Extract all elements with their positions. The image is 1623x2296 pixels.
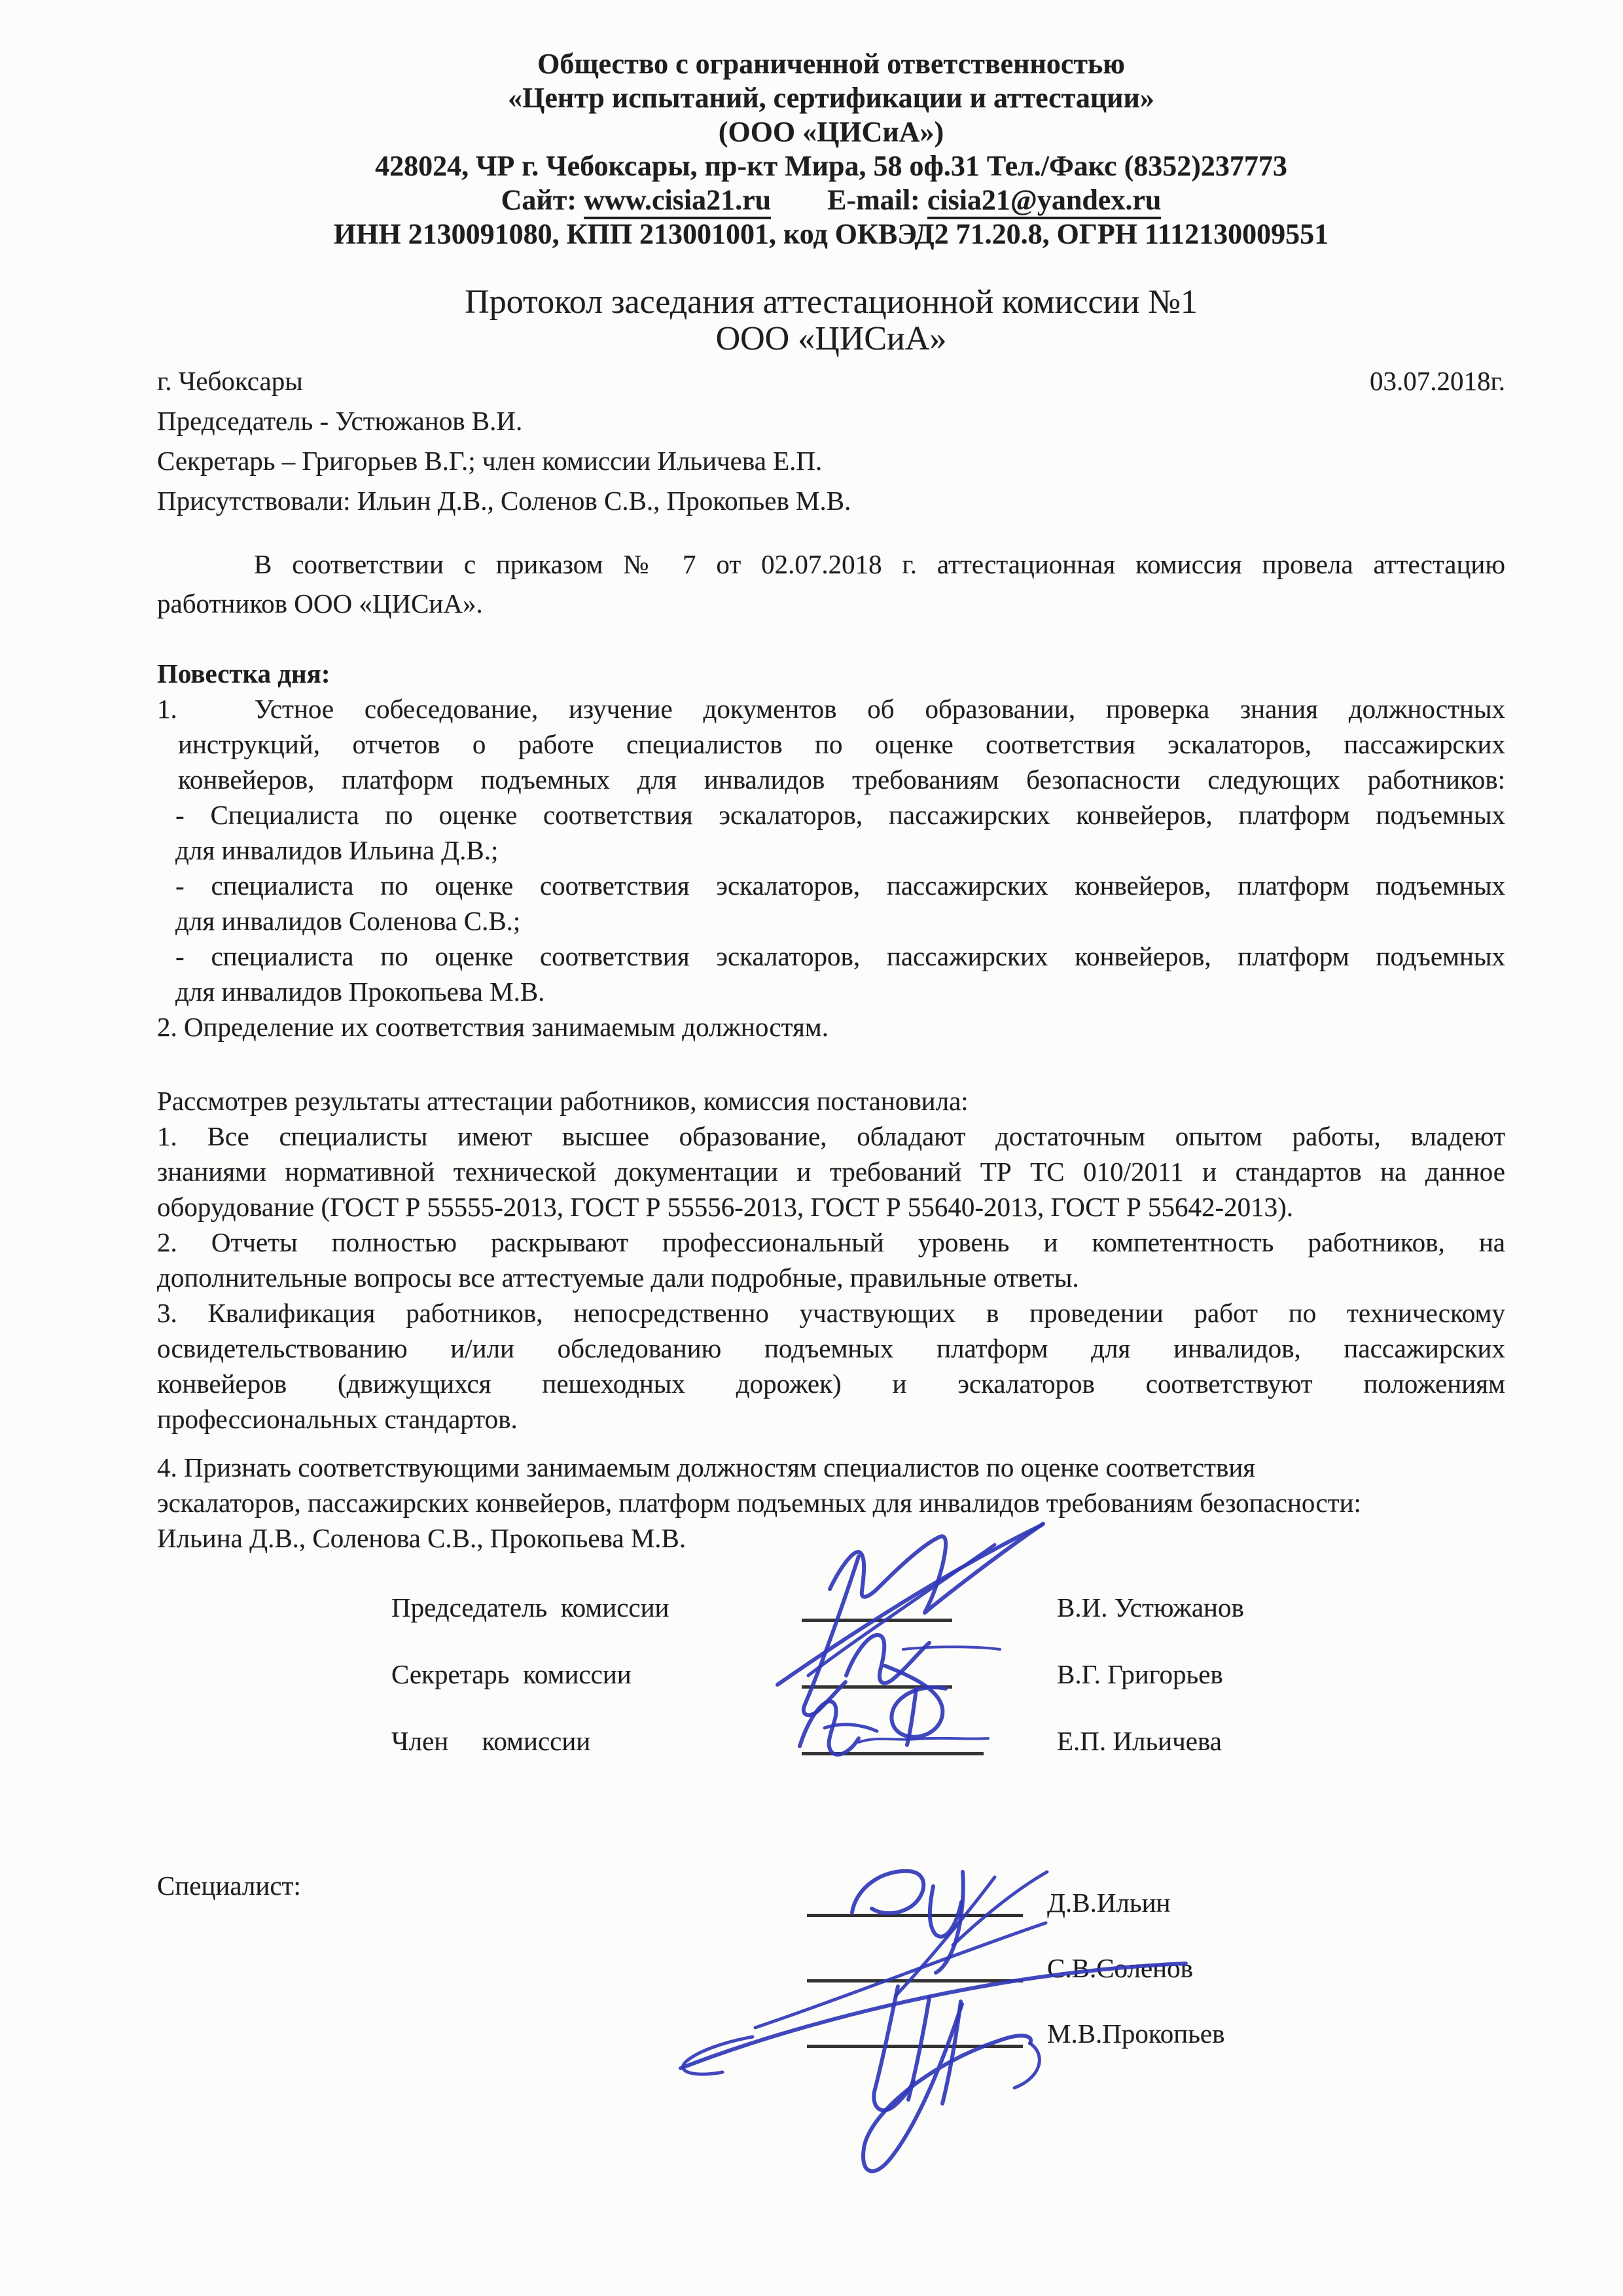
city-date-row [157,361,1505,401]
signature-line-chairman [802,1619,952,1622]
chairman-line: Председатель - Устюжанов В.И. [157,406,523,436]
specialist-line-prokopiev [807,2045,1023,2048]
specialist-row-ilyin [157,1869,1505,1934]
document-title-line1: Протокол заседания аттестационной комиссии №1 [465,283,1198,321]
specialist-line-ilyin [807,1914,1023,1917]
resolution-intro: Рассмотрев результаты аттестации работников, комиссия постановила: [157,1086,969,1116]
specialist-row-prokopiev [157,2000,1505,2065]
signature-row-secretary [157,1639,1505,1706]
letterhead-address-phone: 428024, ЧР г. Чебоксары, пр-кт Мира, 58 оф.31 Тел./Факс (8352)237773 [375,150,1287,182]
signature-line-member [802,1752,984,1755]
agenda-subitem-solenov-line-1: - специалиста по оценке соответствия эскалаторов, пассажирских конвейеров, платформ подъемных [175,870,1505,901]
date: 03.07.2018г. [1370,366,1505,396]
resolution-item-1 [157,1119,1505,1225]
letterhead-company-type: Общество с ограниченной ответственностью [537,48,1125,80]
email-address: cisia21@yandex.ru [927,184,1162,219]
specialist-label: Специалист: [157,1871,301,1901]
specialist-row-solenov [157,1934,1505,2000]
agenda-item-1 [157,691,1505,797]
agenda-subitem-prokopiev-line-2: для инвалидов Прокопьева М.В. [175,977,545,1007]
intro-paragraph [157,545,1505,623]
agenda-item-2: 2. Определение их соответствия занимаемым должностям. [157,1012,829,1042]
agenda-item-1-line-2: инструкций, отчетов о работе специалистов по оценке соответствия эскалаторов, пассажирских [178,729,1505,759]
resolution-item-4 [157,1450,1505,1556]
signature-role-chairman: Председатель комиссии [391,1592,669,1623]
site-url: www.cisia21.ru [584,184,771,219]
city: г. Чебоксары [157,366,303,396]
specialist-name-ilyin: Д.В.Ильин [1047,1888,1171,1918]
commission-signature-block [157,1572,1505,1772]
agenda-item-1-line-3: конвейеров, платформ подъемных для инвалидов требованиям безопасности следующих работников: [178,764,1505,795]
resolution-item-3-line-1: 3. Квалификация работников, непосредственно участвующих в проведении работ по техническому [157,1298,1505,1328]
letterhead-company-name: «Центр испытаний, сертификации и аттестации» [508,82,1154,114]
resolution-item-1-line-2: знаниями нормативной технической документации и требований ТР ТС 010/2011 и стандартов на данное [157,1157,1505,1187]
agenda-subitem-ilyin-line-1: - Специалиста по оценке соответствия эскалаторов, пассажирских конвейеров, платформ подъемных [175,800,1505,830]
agenda-item-1-text: Устное собеседование, изучение документов об образовании, проверка знания должностных [254,694,1505,724]
signature-name-grigoriev: В.Г. Григорьев [1057,1659,1223,1689]
signature-name-ustyuzhanov: В.И. Устюжанов [1057,1592,1244,1623]
secretary-line: Секретарь – Григорьев В.Г.; член комиссии Ильичева Е.П. [157,446,823,476]
letterhead [157,47,1505,251]
agenda-subitem-solenov-line-2: для инвалидов Соленова С.В.; [175,906,521,936]
intro-line-1: В соответствии с приказом № 7 от 02.07.2018 г. аттестационная комиссия провела аттестацию [254,549,1505,579]
resolution-item-4-line-3: Ильина Д.В., Соленова С.В., Прокопьева М.В. [157,1523,687,1553]
email-label: E-mail: [827,184,920,216]
specialist-name-solenov: С.В.Соленов [1047,1953,1193,1983]
specialist-line-solenov [807,1979,1023,1982]
site-label: Сайт: [501,184,577,216]
agenda-subitem-ilyin [157,797,1505,868]
signature-role-secretary: Секретарь комиссии [391,1659,632,1689]
agenda-subitem-solenov [157,868,1505,939]
letterhead-company-short-name: (ООО «ЦИСиА») [718,116,944,148]
agenda-item-1-line-1 [157,691,1505,726]
resolution-item-1-line-3: оборудование (ГОСТ Р 55555-2013, ГОСТ Р 55556-2013, ГОСТ Р 55640-2013, ГОСТ Р 55642-2013). [157,1192,1294,1222]
resolution-item-4-line-1: 4. Признать соответствующими занимаемым должностям специалистов по оценке соответствия [157,1452,1256,1482]
resolution-item-2-line-2: дополнительные вопросы все аттестуемые дали подробные, правильные ответы. [157,1263,1079,1293]
agenda-subitem-prokopiev [157,939,1505,1009]
signature-name-ilyicheva: Е.П. Ильичева [1057,1726,1222,1756]
resolution-item-3-line-4: профессиональных стандартов. [157,1404,518,1434]
resolution-item-3-line-3: конвейеров (движущихся пешеходных дорожек) и эскалаторов соответствуют положениям [157,1369,1505,1399]
specialist-name-prokopiev: М.В.Прокопьев [1047,2018,1225,2049]
resolution-item-4-line-2: эскалаторов, пассажирских конвейеров, платформ подъемных для инвалидов требованиям безопасности: [157,1488,1361,1518]
agenda-subitem-prokopiev-line-1: - специалиста по оценке соответствия эскалаторов, пассажирских конвейеров, платформ подъемных [175,941,1505,971]
resolution-item-2 [157,1225,1505,1295]
intro-line-2: работников ООО «ЦИСиА». [157,588,483,619]
letterhead-contacts [157,183,1505,217]
agenda-subitem-ilyin-line-2: для инвалидов Ильина Д.В.; [175,835,499,865]
specialist-signature-block [157,1869,1505,2065]
attendees-line: Присутствовали: Ильин Д.В., Соленов С.В., Прокопьев М.В. [157,486,851,516]
document-title-line2: ООО «ЦИСиА» [715,320,947,357]
letterhead-registration-codes: ИНН 2130091080, КПП 213001001, код ОКВЭД2 71.20.8, ОГРН 1112130009551 [333,218,1329,250]
agenda-item-1-number: 1. [157,694,177,724]
signature-row-chairman [157,1572,1505,1639]
agenda-heading: Повестка дня: [157,658,330,689]
signature-row-member [157,1706,1505,1772]
resolution-item-3 [157,1295,1505,1437]
resolution-item-2-line-1: 2. Отчеты полностью раскрывают профессиональный уровень и компетентность работников, на [157,1227,1505,1257]
signature-role-member: Член комиссии [391,1726,591,1756]
signature-line-secretary [802,1685,952,1689]
document-title [157,284,1505,357]
resolution-item-3-line-2: освидетельствованию и/или обследованию подъемных платформ для инвалидов, пассажирских [157,1333,1505,1363]
resolution-item-1-line-1: 1. Все специалисты имеют высшее образование, обладают достаточным опытом работы, владеют [157,1121,1505,1151]
